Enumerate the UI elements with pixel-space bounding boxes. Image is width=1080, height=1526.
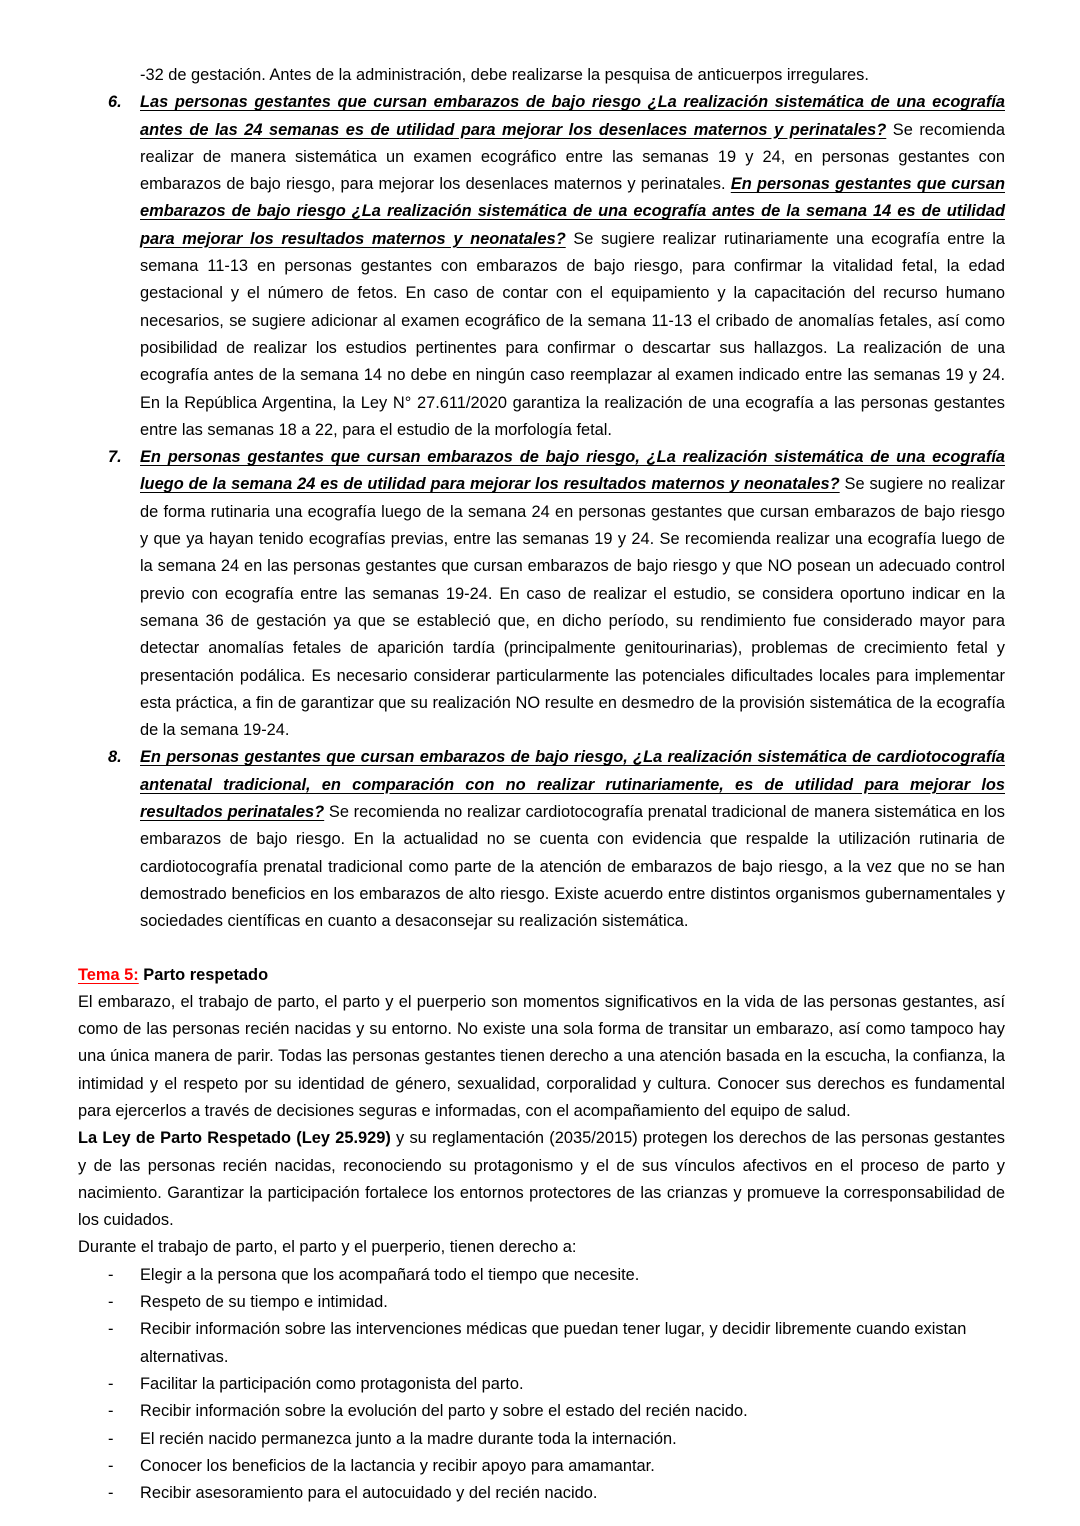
clinical-answer: Se sugiere realizar rutinariamente una ecografía entre la semana 11-13 en personas gestantes con embarazos de bajo riesgo, para confirmar la vitalidad fetal, la edad gestacional y el número de fetos. En caso de contar con el equipamiento y la capacitación del recurso humano necesarios, se sugiere adicionar al examen ecográfico de la semana 11-13 el cribado de anomalías fetales, así como posibilidad de realizar los estudios pertinentes para confirmar o descartar sus hallazgos. La realización de una ecografía antes de la semana 14 no debe en ningún caso reemplazar al examen indicado entre las semanas 19 y 24. En la República Argentina, la Ley N° 27.611/2020 garantiza la realización de una ecografía a las personas gestantes entre las semanas 18 a 22, para el estudio de la morfología fetal. [140,229,1005,439]
list-item [108,744,1005,935]
list-item-label: El recién nacido permanezca junto a la madre durante toda la internación. [140,1429,677,1448]
list-item-label: Facilitar la participación como protagonista del parto. [140,1374,524,1393]
list-item-label: Conocer los beneficios de la lactancia y recibir apoyo para amamantar. [140,1456,655,1475]
tema-title: Parto respetado [138,965,269,984]
list-item [108,1289,1005,1316]
list-item-body [140,444,1005,744]
list-item [108,1262,1005,1289]
dash-bullet-icon: - [108,1484,114,1503]
list-item [108,1398,1005,1425]
list-item-label: Recibir asesoramiento para el autocuidado y del recién nacido. [140,1484,598,1503]
list-item [108,1426,1005,1453]
list-item-label: Elegir a la persona que los acompañará todo el tiempo que necesite. [140,1265,640,1284]
list-item-label: Recibir información sobre la evolución del parto y sobre el estado del recién nacido. [140,1402,748,1421]
clinical-question: Las personas gestantes que cursan embarazos de bajo riesgo ¿La realización sistemática de una ecografía antes de las 24 semanas es de utilidad para mejorar los desenlaces maternos y perinatales? [140,93,1005,139]
list-item [108,1371,1005,1398]
dash-bullet-icon: - [108,1293,114,1312]
dash-bullet-icon: - [108,1456,114,1475]
dash-bullet-icon: - [108,1429,114,1448]
list-item-number: 6. [108,93,122,112]
list-item [108,444,1005,744]
list-item [108,89,1005,444]
clinical-question: En personas gestantes que cursan embarazos de bajo riesgo, ¿La realización sistemática de cardiotocografía antenatal tradicional, en comparación con no realizar rutinariamente, es de utilidad para mejorar los resultados perinatales? [140,748,1005,822]
list-item [108,1453,1005,1480]
rights-list [78,1262,1005,1508]
document-body [78,62,1005,1507]
tema-paragraph-1: El embarazo, el trabajo de parto, el parto y el puerperio son momentos significativos en la vida de las personas gestantes, así como de las personas recién nacidas y su entorno. No existe una sola forma de transitar un embarazo, así como tampoco hay una única manera de parir. Todas las personas gestantes tienen derecho a una atención basada en la escucha, la confianza, la intimidad y el respeto por su identidad de género, sexualidad, corporalidad y cultura. Conocer sus derechos es fundamental para ejercerlos a través de decisiones seguras e informadas, con el acompañamiento del equipo de salud. [78,992,1005,1120]
continuation-line: -32 de gestación. Antes de la administración, debe realizarse la pesquisa de anticuerpos irregulares. [140,66,869,84]
dash-bullet-icon: - [108,1265,114,1284]
numbered-list [78,89,1005,935]
list-item-body [140,89,1005,444]
tema-label: Tema 5: [78,965,139,984]
list-item-body [140,744,1005,935]
clinical-question: En personas gestantes que cursan embarazos de bajo riesgo ¿La realización sistemática de una ecografía antes de la semana 14 es de utilidad para mejorar los resultados maternos y neonatales? [140,175,1005,248]
list-item-number: 7. [108,448,122,467]
rights-intro: Durante el trabajo de parto, el parto y el puerperio, tienen derecho a: [78,1238,577,1257]
dash-bullet-icon: - [108,1374,114,1393]
clinical-answer: Se recomienda no realizar cardiotocografía prenatal tradicional de manera sistemática en los embarazos de bajo riesgo. En la actualidad no se cuenta con evidencia que respalde la utilización rutinaria de cardiotocografía prenatal tradicional como parte de la atención de embarazos de bajo riesgo, a la vez que no se han demostrado beneficios en los embarazos de alto riesgo. Existe acuerdo entre distintos organismos gubernamentales y sociedades científicas en cuanto a desaconsejar su realización sistemática. [140,803,1005,931]
list-item-number: 8. [108,748,122,767]
tema-section [78,962,1005,1508]
clinical-answer: Se recomienda realizar de manera sistemática un examen ecográfico entre las semanas 19 y 24, en personas gestantes con embarazos de bajo riesgo, para mejorar los desenlaces maternos y perinatales. [140,120,1005,194]
law-description: y su reglamentación (2035/2015) protegen los derechos de las personas gestantes y de las personas recién nacidas, reconociendo su protagonismo y el de sus vínculos afectivos en el proceso de parto y nacimiento. Garantizar la participación fortalece los entornos protectores de las crianzas y promueve la corresponsabilidad de los cuidados. [78,1129,1005,1230]
dash-bullet-icon: - [108,1320,114,1339]
dash-bullet-icon: - [108,1402,114,1421]
clinical-question: En personas gestantes que cursan embarazos de bajo riesgo, ¿La realización sistemática de una ecografía luego de la semana 24 es de utilidad para mejorar los resultados maternos y neonatales? [140,448,1005,494]
clinical-answer: Se sugiere no realizar de forma rutinaria una ecografía luego de la semana 24 en personas gestantes que cursan embarazos de bajo riesgo y que ya hayan tenido ecografías previas, entre las semanas 19 y 24. Se recomienda realizar una ecografía luego de la semana 24 en las personas gestantes que cursan embarazos de bajo riesgo y que NO posean un adecuado control previo con ecografía entre las semanas 19-24. En caso de realizar el estudio, se considera oportuno indicar en la semana 36 de gestación ya que se estableció que, en dicho período, su rendimiento fue considerado mayor para detectar anomalías fetales de aparición tardía (principalmente genitourinarias), problemas de crecimiento fetal y presentación podálica. Es necesario considerar particularmente las potenciales dificultades locales para implementar esta práctica, a fin de garantizar que su realización NO resulte en desmedro de la provisión sistemática de la ecografía de la semana 19-24. [140,475,1005,740]
law-name: La Ley de Parto Respetado (Ley 25.929) [78,1129,391,1148]
tema-heading [78,962,1005,989]
list-item [108,1316,1005,1371]
tema-paragraph-2 [78,1125,1005,1234]
list-item [108,1480,1005,1507]
list-item-label: Respeto de su tiempo e intimidad. [140,1293,388,1312]
list-item-label: Recibir información sobre las intervenciones médicas que puedan tener lugar, y decidir libremente cuando existan alternativas. [140,1320,967,1366]
